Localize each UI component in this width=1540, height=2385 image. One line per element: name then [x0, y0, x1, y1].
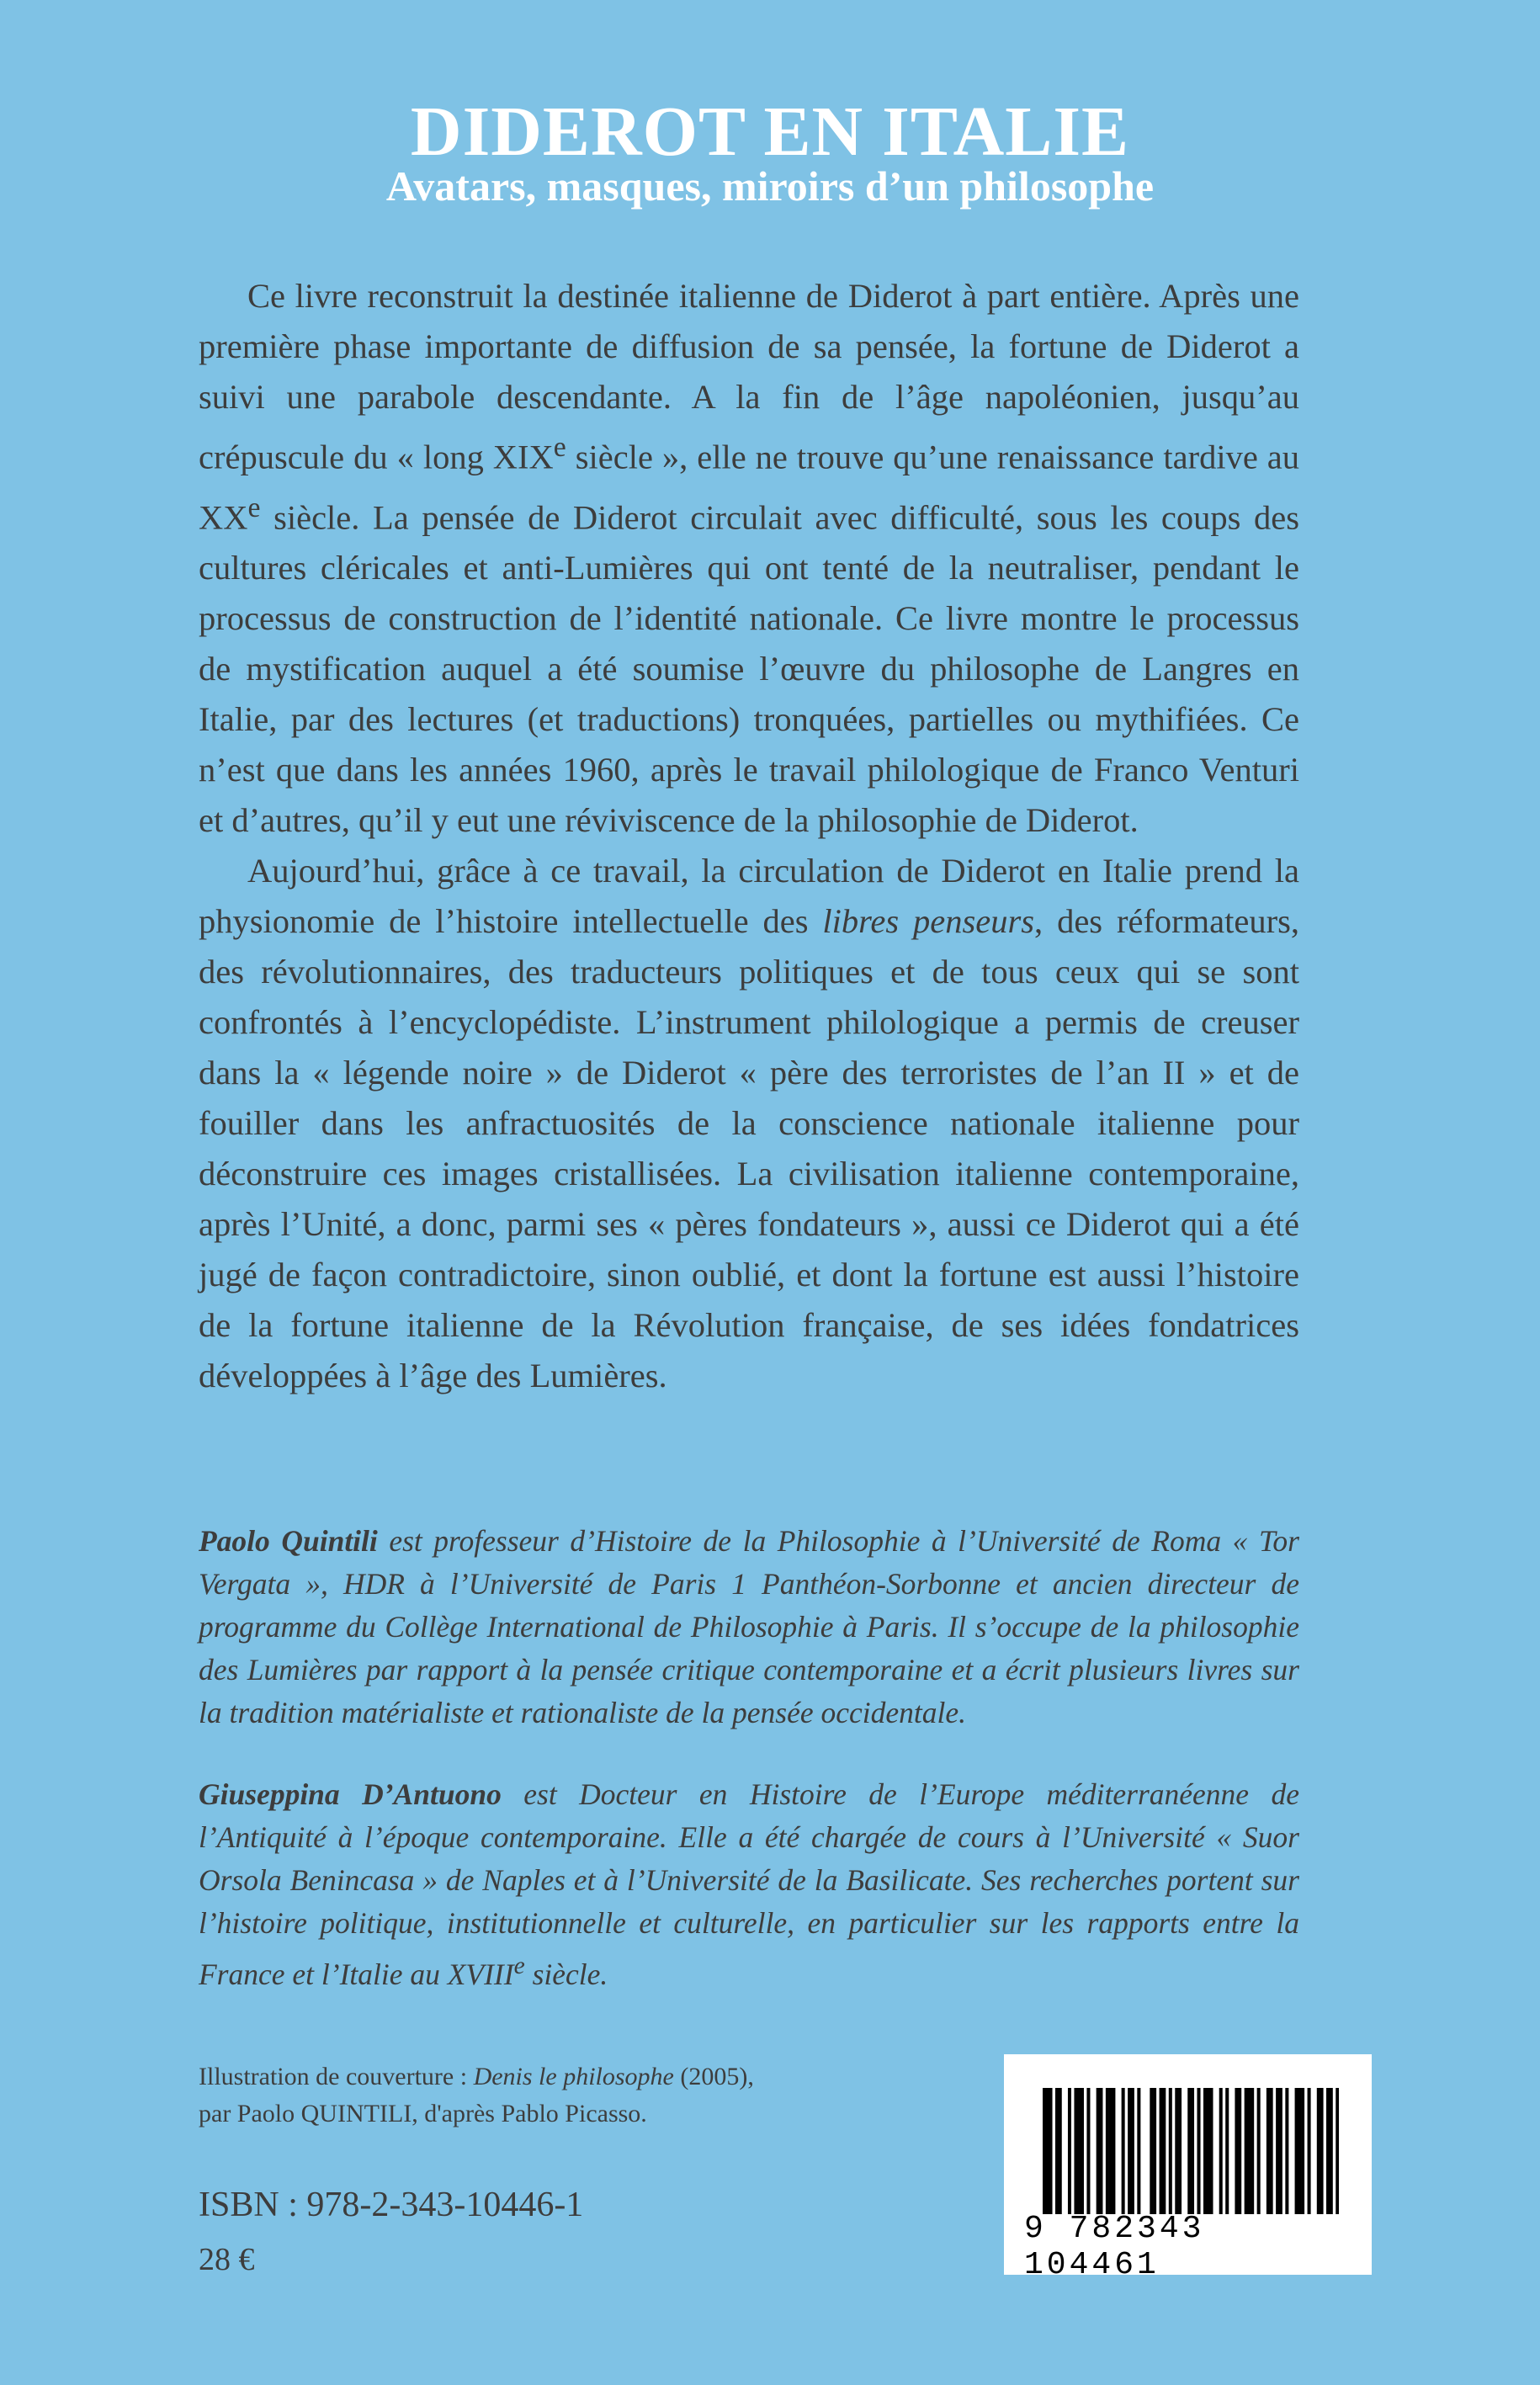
summary-text [199, 271, 1299, 1401]
barcode-bar [1326, 2088, 1330, 2214]
author-name: Giuseppina D’Antuono [199, 1777, 502, 1811]
isbn-number: ISBN : 978-2-343-10446-1 [199, 2186, 584, 2224]
barcode-bar [1308, 2088, 1311, 2214]
barcode-bar [1207, 2088, 1210, 2214]
barcode-bar [1336, 2088, 1339, 2214]
barcode-bar [1128, 2088, 1131, 2214]
cover-illustration-credit: Illustration de couverture : Denis le philosophe (2005), par Paolo QUINTILI, d'après Pablo Picasso. [199, 2063, 754, 2127]
barcode-digits: 9 782343 104461 [1024, 2211, 1205, 2283]
barcode-bar [1122, 2088, 1125, 2214]
barcode-bar [1077, 2088, 1081, 2214]
author-bios [199, 1520, 1299, 1996]
barcode-bar [1106, 2088, 1109, 2214]
barcode [1004, 2054, 1372, 2283]
barcode-bar [1097, 2088, 1100, 2214]
barcode-bar [1330, 2088, 1333, 2214]
barcode-bar [1046, 2088, 1049, 2214]
barcode-bar [1086, 2088, 1090, 2214]
barcode-bar [1137, 2088, 1140, 2214]
barcode-bar [1068, 2088, 1071, 2214]
barcode-bar [1112, 2088, 1115, 2214]
barcode-bar [1235, 2088, 1238, 2214]
barcode-bar [1049, 2088, 1052, 2214]
barcode-bar [1169, 2088, 1172, 2214]
barcode-bar [1203, 2088, 1207, 2214]
book-subtitle: Avatars, masques, miroirs d’un philosophe [385, 162, 1155, 210]
price: 28 € [199, 2242, 255, 2277]
barcode-bar [1219, 2088, 1223, 2214]
barcode-bar [1225, 2088, 1229, 2214]
barcode-bars [1043, 2088, 1339, 2214]
barcode-bar [1285, 2088, 1288, 2214]
barcode-bar [1270, 2088, 1273, 2214]
barcode-bar [1245, 2088, 1248, 2214]
barcode-bar [1247, 2088, 1251, 2214]
book-title: DIDEROT EN ITALIE [410, 93, 1130, 171]
barcode-bar [1301, 2088, 1304, 2214]
author-name: Paolo Quintili [199, 1524, 378, 1558]
author-bio-dantuono: Giuseppina D’Antuono est Docteur en Histoire de l’Europe méditerranéenne de l’Antiquité à l’époque contemporaine. Elle a été chargée de cours à l’Université « Suor Orsola Benincasa » de Naples et à l’Université de la Basilicate. Ses recherches portent sur l’histoire politique, institutionnelle et culturelle, en particulier sur les rapports entre la France et l’Italie au XVIIIe siècle. [199, 1777, 1300, 1991]
barcode-bar [1175, 2088, 1178, 2214]
barcode-bar [1279, 2088, 1282, 2214]
summary-paragraph-1: Ce livre reconstruit la destinée italienne de Diderot à part entière. Après une première phase importante de diffusion de sa pensée, la fortune de Diderot a suivi une parabole descendante. A la fin de l’âge napoléonien, jusqu’au crépuscule du « long XIXe siècle », elle ne trouve qu’une renaissance tardive au XXe siècle. La pensée de Diderot circulait avec difficulté, sous les coups des cultures cléricales et anti-Lumières qui ont tenté de la neutraliser, pendant le processus de construction de l’identité nationale. Ce livre montre le processus de mystification auquel a été soumise l’œuvre du philosophe de Langres en Italie, par des lectures (et traductions) tronquées, partielles ou mythifiées. Ce n’est que dans les années 1960, après le travail philologique de Franco Venturi et d’autres, qu’il y eut une réviviscence de la philosophie de Diderot. [199, 277, 1299, 839]
barcode-bar [1109, 2088, 1113, 2214]
author-bio-quintili: Paolo Quintili est professeur d’Histoire de la Philosophie à l’Université de Roma « Tor Vergata », HDR à l’Université de Paris 1 Panthéon-Sorbonne et ancien directeur de programme du Collège International de Philosophie à Paris. Il s’occupe de la philosophie des Lumières par rapport à la pensée critique contemporaine et a écrit plusieurs livres sur la tradition matérialiste et rationaliste de la pensée occidentale. [199, 1524, 1299, 1729]
barcode-bar [1055, 2088, 1059, 2214]
barcode-bar [1317, 2088, 1320, 2214]
barcode-bar [1251, 2088, 1254, 2214]
barcode-bar [1081, 2088, 1084, 2214]
barcode-bar [1209, 2088, 1213, 2214]
barcode-bar [1153, 2088, 1156, 2214]
barcode-bar [1187, 2088, 1191, 2214]
barcode-bar [1059, 2088, 1062, 2214]
barcode-bar [1295, 2088, 1298, 2214]
barcode-bar [1131, 2088, 1134, 2214]
barcode-bar [1191, 2088, 1194, 2214]
barcode-bar [1197, 2088, 1200, 2214]
barcode-bar [1099, 2088, 1102, 2214]
barcode-bar [1276, 2088, 1279, 2214]
barcode-bar [1298, 2088, 1301, 2214]
barcode-bar [1043, 2088, 1046, 2214]
barcode-bar [1178, 2088, 1182, 2214]
barcode-bar [1257, 2088, 1261, 2214]
barcode-bar [1074, 2088, 1077, 2214]
barcode-bar [1320, 2088, 1324, 2214]
barcode-bar [1160, 2088, 1163, 2214]
barcode-bar [1238, 2088, 1241, 2214]
barcode-bar [1267, 2088, 1270, 2214]
barcode-bar [1162, 2088, 1166, 2214]
barcode-bar [1150, 2088, 1153, 2214]
summary-paragraph-2: Aujourd’hui, grâce à ce travail, la circulation de Diderot en Italie prend la physionomie de l’histoire intellectuelle des libres penseurs, des réformateurs, des révolutionnaires, des traducteurs politiques et de tous ceux qui se sont confrontés à l’encyclopédiste. L’instrument philologique a permis de creuser dans la « légende noire » de Diderot « père des terroristes de l’an II » et de fouiller dans les anfractuosités de la conscience nationale italienne pour déconstruire ces images cristallisées. La civilisation italienne contemporaine, après l’Unité, a donc, parmi ses « pères fondateurs », aussi ce Diderot qui a été jugé de façon contradictoire, sinon oublié, et dont la fortune est aussi l’histoire de la fortune italienne de la Révolution française, de ses idées fondatrices développées à l’âge des Lumières. [199, 852, 1299, 1394]
